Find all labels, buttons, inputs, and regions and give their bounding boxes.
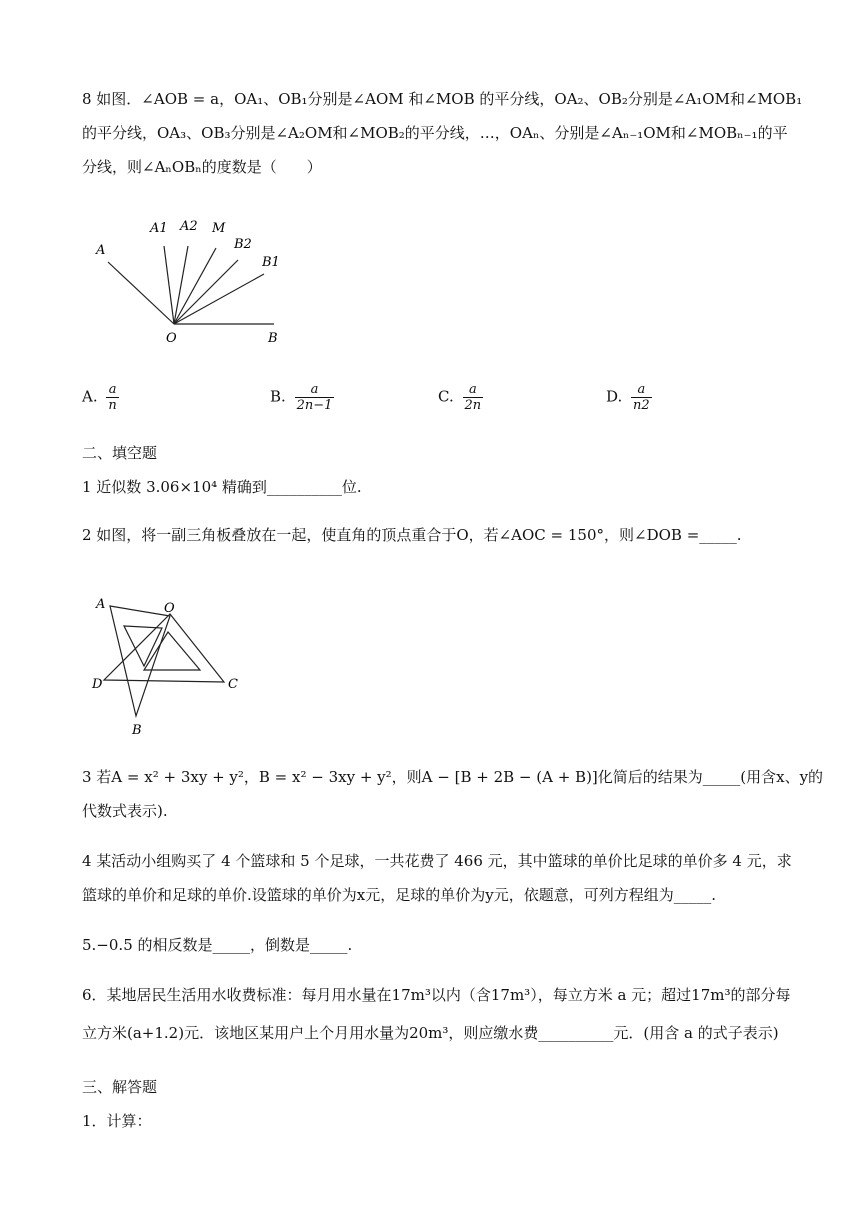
q8-option-a-den: n <box>108 398 117 413</box>
q8-option-c-fraction <box>463 382 484 413</box>
q8-fig-label-M: M <box>212 221 226 236</box>
q8-angle-figure <box>88 208 298 348</box>
q8-option-a-fraction <box>106 382 118 413</box>
q8-option-d-num: a <box>631 382 652 398</box>
q8-option-b-den: 2n−1 <box>296 398 333 413</box>
q8-option-d[interactable] <box>606 382 652 413</box>
q8-option-a[interactable] <box>82 382 119 413</box>
s2-q2-fig-label-D: D <box>92 677 103 692</box>
s3-q1: 1．计算： <box>82 1112 152 1130</box>
q8-fig-label-B: B <box>268 331 278 346</box>
q8-option-a-num: a <box>106 382 118 398</box>
q8-option-c-letter: C. <box>438 387 454 406</box>
q8-line-2: 的平分线，OA₃、OB₃分别是∠A₂OM和∠MOB₂的平分线，…，OAₙ、分别是∠Aₙ₋₁OM和∠MOBₙ₋₁的平 <box>82 124 788 142</box>
q8-line-3: 分线，则∠AₙOBₙ的度数是（ ） <box>82 158 322 176</box>
q8-fig-label-O: O <box>166 331 177 346</box>
q8-line-1: 8 如图．∠AOB = a，OA₁、OB₁分别是∠AOM 和∠MOB 的平分线，OA₂、OB₂分别是∠A₁OM和∠MOB₁ <box>82 90 803 108</box>
s2-q5: 5.−0.5 的相反数是_____，倒数是_____. <box>82 936 353 954</box>
s2-q6-line-1: 6．某地居民生活用水收费标准：每月用水量在17m³以内（含17m³），每立方米 a 元；超过17m³的部分每 <box>82 986 791 1004</box>
s2-q6-line-2: 立方米(a+1.2)元．该地区某用户上个月用水量为20m³，则应缴水费__________元．(用含 a 的式子表示) <box>82 1024 779 1042</box>
q8-fig-label-A: A <box>96 243 106 258</box>
section-3-title: 三、解答题 <box>82 1078 158 1096</box>
q8-option-b-letter: B. <box>270 387 286 406</box>
q8-option-d-fraction <box>631 382 652 413</box>
q8-option-b[interactable] <box>270 382 334 413</box>
q8-option-b-num: a <box>295 382 335 398</box>
q8-fig-label-B1: B1 <box>262 255 280 270</box>
s2-q4-line-1: 4 某活动小组购买了 4 个篮球和 5 个足球，一共花费了 466 元，其中篮球的单价比足球的单价多 4 元，求 <box>82 852 792 870</box>
q8-option-c-den: 2n <box>464 398 482 413</box>
s2-q2-fig-label-O: O <box>164 601 175 616</box>
s2-q2: 2 如图，将一副三角板叠放在一起，使直角的顶点重合于O，若∠AOC = 150°，则∠DOB =_____. <box>82 526 742 544</box>
s2-q2-fig-label-A: A <box>96 597 106 612</box>
q8-option-b-fraction <box>295 382 335 413</box>
s2-q1: 1 近似数 3.06×10⁴ 精确到__________位. <box>82 478 362 496</box>
s2-q2-fig-label-C: C <box>228 677 238 692</box>
q8-fig-label-A1: A1 <box>150 221 168 236</box>
q8-fig-label-A2: A2 <box>180 219 198 234</box>
s2-q4-line-2: 篮球的单价和足球的单价.设篮球的单价为x元，足球的单价为y元，依题意，可列方程组为_____. <box>82 886 716 904</box>
q8-option-d-letter: D. <box>606 387 623 406</box>
q8-fig-label-B2: B2 <box>234 237 252 252</box>
s2-q3-line-2: 代数式表示). <box>82 802 168 820</box>
section-2-title: 二、填空题 <box>82 444 158 462</box>
s2-q2-triangle-figure <box>88 592 248 740</box>
q8-option-c[interactable] <box>438 382 483 413</box>
q8-option-c-num: a <box>463 382 484 398</box>
s2-q3-line-1: 3 若A = x² + 3xy + y²，B = x² − 3xy + y²，则A − [B + 2B − (A + B)]化简后的结果为_____(用含x、y的 <box>82 768 824 786</box>
q8-option-d-den: n2 <box>633 398 650 413</box>
q8-option-a-letter: A. <box>82 387 98 406</box>
s2-q2-fig-label-B: B <box>132 723 142 738</box>
